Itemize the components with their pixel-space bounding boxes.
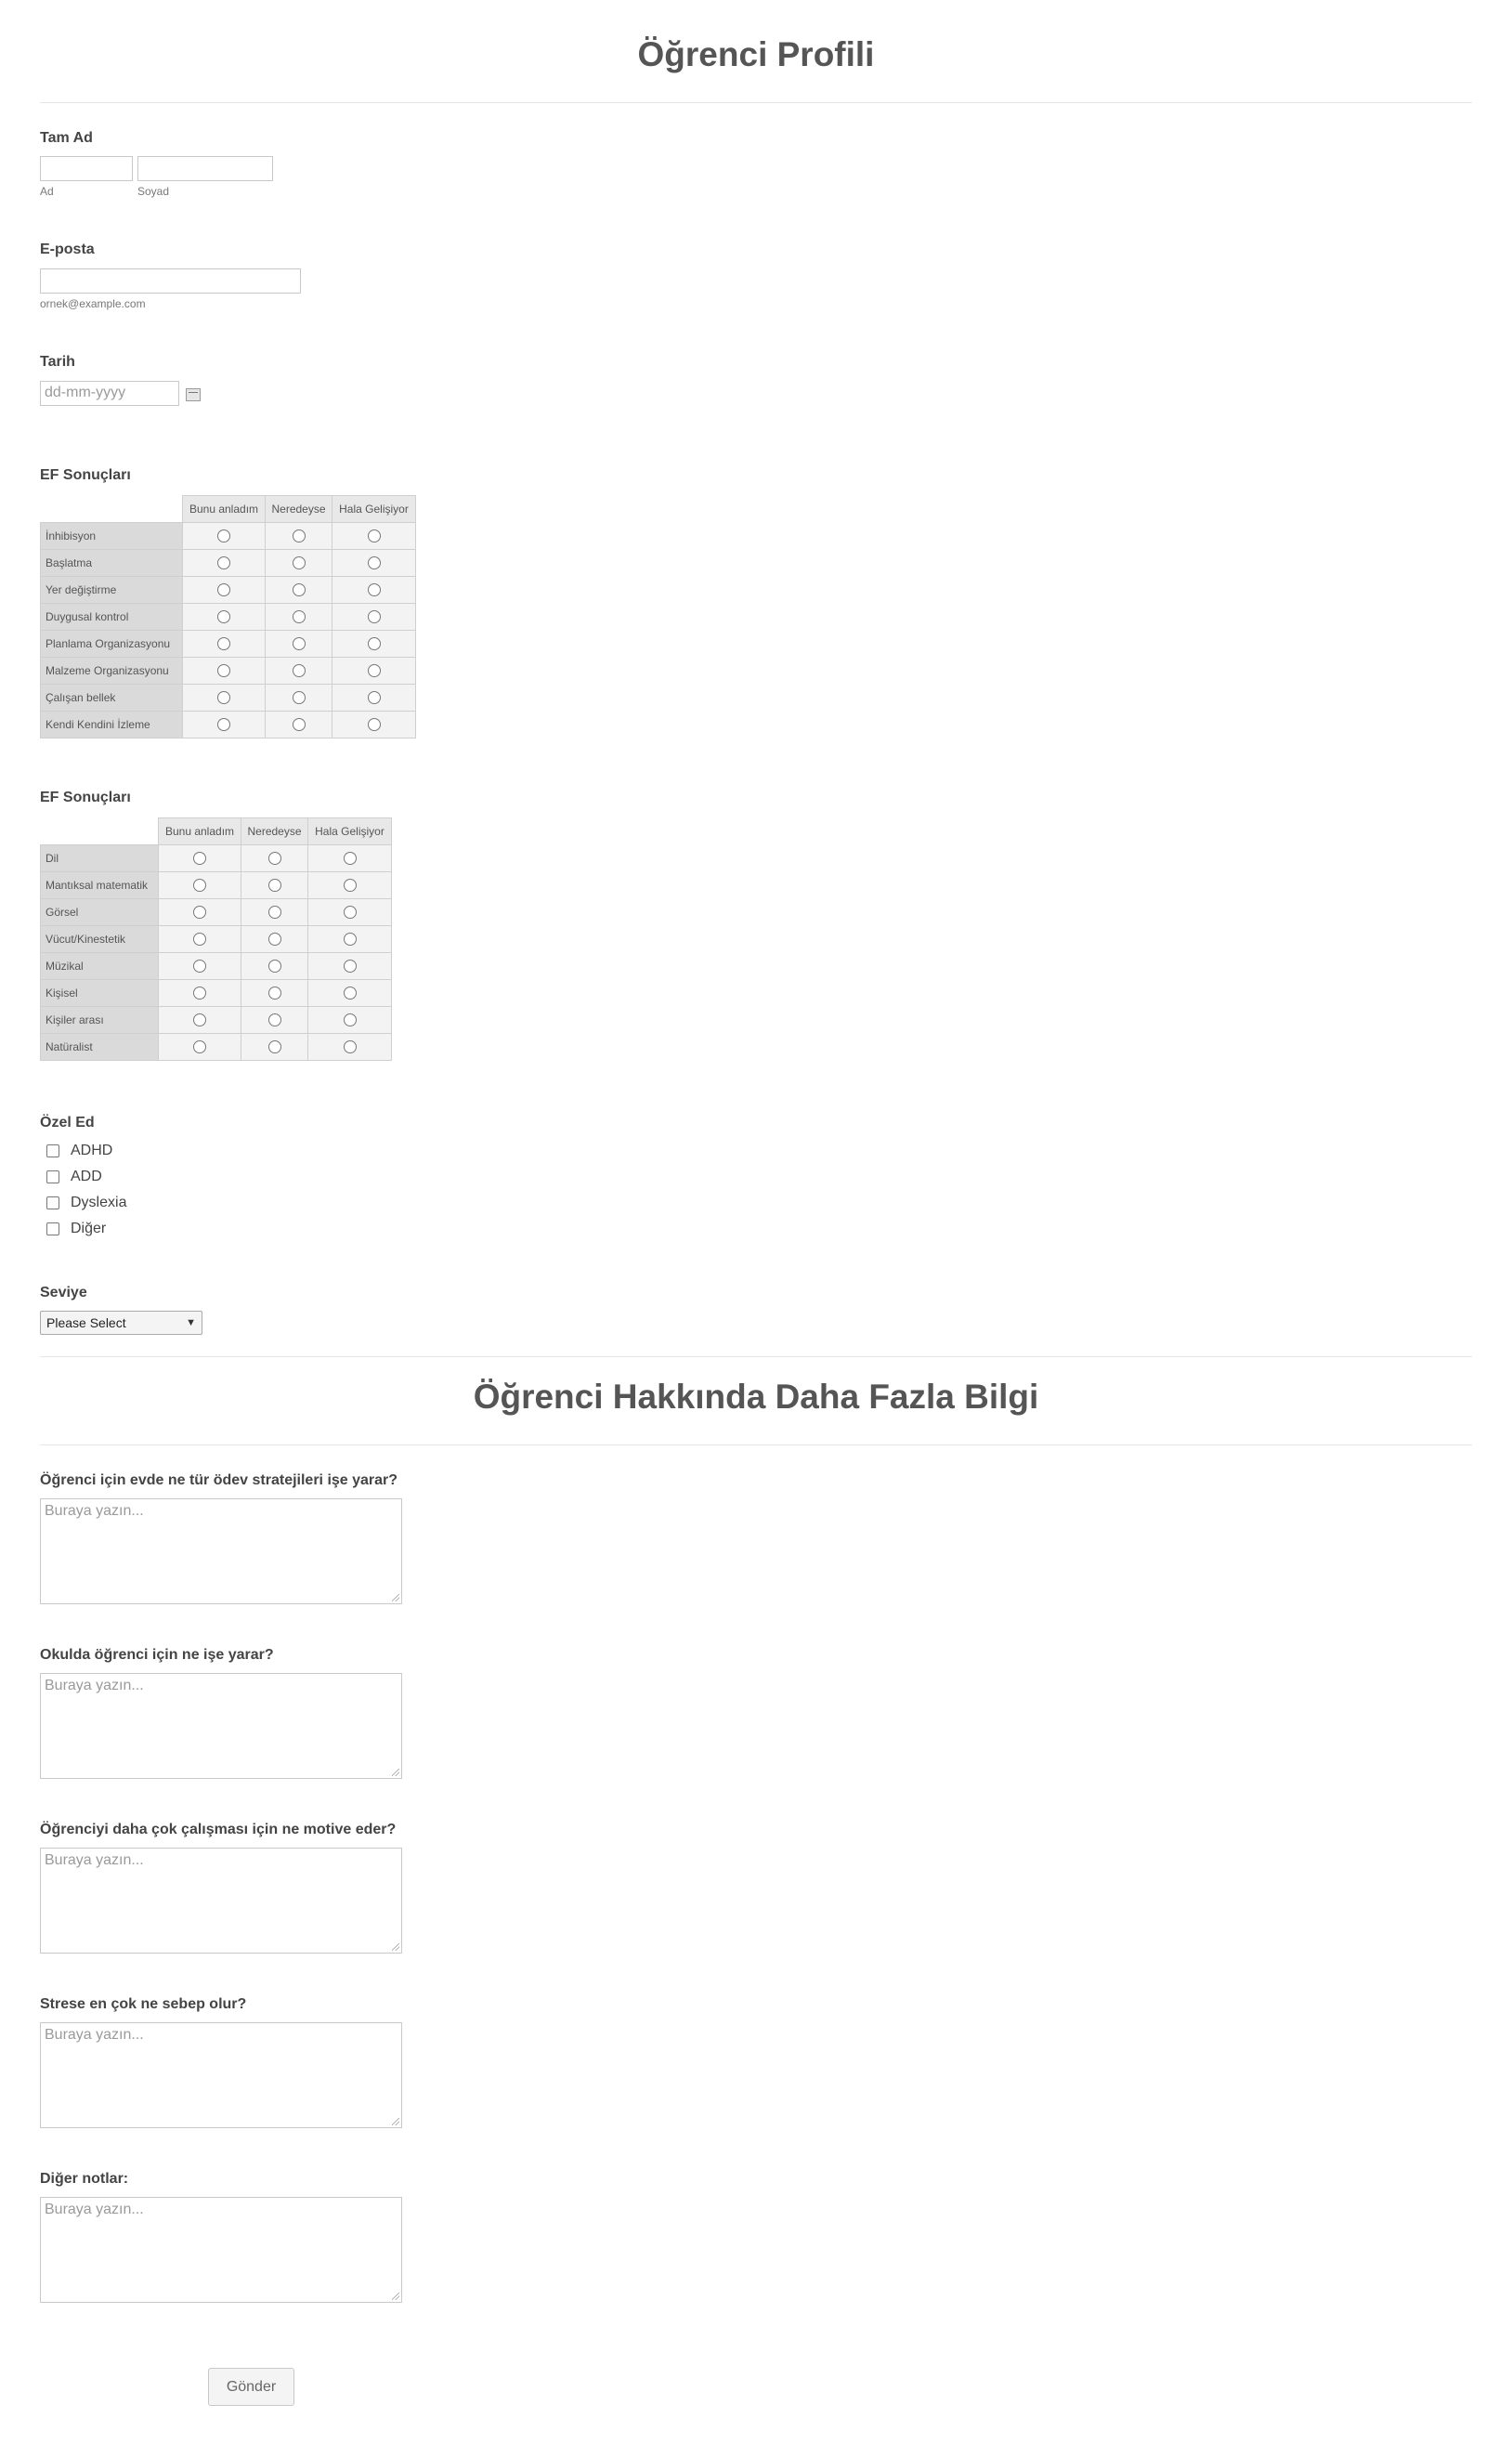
matrix1-row-label: Kendi Kendini İzleme <box>41 712 183 738</box>
chevron-down-icon: ▼ <box>186 1317 196 1328</box>
question-label: Öğrenci için evde ne tür ödev stratejileri işe yarar? <box>40 1472 398 1488</box>
matrix2-radio[interactable] <box>193 852 206 865</box>
question-label: Öğrenciyi daha çok çalışması için ne motive eder? <box>40 1822 397 1837</box>
matrix1-table <box>40 495 416 738</box>
matrix2-radio[interactable] <box>268 879 281 892</box>
email-sublabel: ornek@example.com <box>40 297 146 310</box>
matrix2-radio[interactable] <box>193 933 206 946</box>
checkbox-label: Diğer <box>71 1221 107 1236</box>
question-label: Okulda öğrenci için ne işe yarar? <box>40 1647 274 1663</box>
matrix2-row-label: Kişiler arası <box>41 1007 159 1034</box>
question-label: Strese en çok ne sebep olur? <box>40 1996 247 2012</box>
checkbox-option[interactable] <box>46 1218 106 1240</box>
matrix2-radio[interactable] <box>268 987 281 1000</box>
matrix2-radio[interactable] <box>193 1040 206 1053</box>
question-textarea[interactable] <box>40 1498 402 1604</box>
matrix1-radio[interactable] <box>217 583 230 596</box>
matrix1-radio[interactable] <box>293 610 306 623</box>
checkbox[interactable] <box>46 1196 59 1209</box>
checkbox[interactable] <box>46 1170 59 1183</box>
checkbox-label: ADD <box>71 1169 102 1184</box>
matrix2-radio[interactable] <box>344 1013 357 1026</box>
matrix1-col-2: Hala Gelişiyor <box>332 496 416 523</box>
matrix1-radio[interactable] <box>293 664 306 677</box>
matrix1-row-label: Planlama Organizasyonu <box>41 631 183 658</box>
checkbox[interactable] <box>46 1222 59 1235</box>
matrix1-radio[interactable] <box>368 610 381 623</box>
matrix1-radio[interactable] <box>293 637 306 650</box>
matrix2-radio[interactable] <box>193 1013 206 1026</box>
textarea-placeholder: Buraya yazın... <box>45 1678 144 1693</box>
matrix2-radio[interactable] <box>268 852 281 865</box>
matrix1-radio[interactable] <box>217 637 230 650</box>
checkbox-option[interactable] <box>46 1192 126 1214</box>
matrix1-col-0: Bunu anladım <box>183 496 266 523</box>
divider <box>40 1356 1472 1357</box>
matrix2-radio[interactable] <box>344 906 357 919</box>
email-label: E-posta <box>40 242 95 257</box>
matrix1-radio[interactable] <box>217 610 230 623</box>
question-textarea[interactable] <box>40 2022 402 2128</box>
divider <box>40 102 1472 103</box>
special-ed-label: Özel Ed <box>40 1115 95 1131</box>
matrix1-radio[interactable] <box>368 691 381 704</box>
divider <box>40 1444 1472 1445</box>
matrix2-radio[interactable] <box>344 960 357 973</box>
calendar-icon[interactable] <box>186 388 201 401</box>
date-input[interactable]: dd-mm-yyyy <box>40 381 179 406</box>
matrix2-radio[interactable] <box>344 852 357 865</box>
matrix2-row-label: Kişisel <box>41 980 159 1007</box>
matrix1-col-1: Neredeyse <box>266 496 332 523</box>
matrix1-radio[interactable] <box>217 691 230 704</box>
matrix1-row-label: Başlatma <box>41 550 183 577</box>
matrix2-table <box>40 817 392 1061</box>
matrix2-col-2: Hala Gelişiyor <box>308 818 392 845</box>
checkbox-label: Dyslexia <box>71 1195 127 1210</box>
matrix2-radio[interactable] <box>344 987 357 1000</box>
last-name-sublabel: Soyad <box>137 185 170 198</box>
matrix1-radio[interactable] <box>217 529 230 542</box>
matrix2-radio[interactable] <box>344 933 357 946</box>
textarea-placeholder: Buraya yazın... <box>45 2202 144 2217</box>
email-input[interactable] <box>40 268 301 294</box>
matrix2-radio[interactable] <box>193 960 206 973</box>
section-title: Öğrenci Hakkında Daha Fazla Bilgi <box>473 1378 1039 1416</box>
full-name-label: Tam Ad <box>40 130 93 146</box>
matrix2-radio[interactable] <box>193 987 206 1000</box>
matrix2-col-0: Bunu anladım <box>159 818 241 845</box>
matrix1-radio[interactable] <box>368 556 381 569</box>
matrix1-label: EF Sonuçları <box>40 467 131 483</box>
matrix2-radio[interactable] <box>268 1040 281 1053</box>
resize-handle-icon[interactable] <box>392 2293 399 2300</box>
matrix1-row-label: İnhibisyon <box>41 523 183 550</box>
submit-button[interactable]: Gönder <box>208 2368 294 2406</box>
matrix1-radio[interactable] <box>293 529 306 542</box>
matrix2-row-label: Dil <box>41 845 159 872</box>
matrix1-radio[interactable] <box>293 556 306 569</box>
matrix1-radio[interactable] <box>368 664 381 677</box>
matrix1-radio[interactable] <box>293 718 306 731</box>
matrix1-radio[interactable] <box>217 664 230 677</box>
matrix1-radio[interactable] <box>368 583 381 596</box>
matrix1-row-label: Yer değiştirme <box>41 577 183 604</box>
checkbox-option[interactable] <box>46 1140 112 1162</box>
textarea-placeholder: Buraya yazın... <box>45 2027 144 2043</box>
matrix2-radio[interactable] <box>193 879 206 892</box>
matrix1-radio[interactable] <box>293 691 306 704</box>
matrix1-radio[interactable] <box>368 529 381 542</box>
level-label: Seviye <box>40 1285 87 1300</box>
date-label: Tarih <box>40 354 75 370</box>
matrix2-row-label: Görsel <box>41 899 159 926</box>
page-title: Öğrenci Profili <box>637 35 875 73</box>
level-select[interactable] <box>40 1311 202 1335</box>
resize-handle-icon[interactable] <box>392 1594 399 1601</box>
last-name-input[interactable] <box>137 156 273 181</box>
checkbox-label: ADHD <box>71 1143 113 1158</box>
level-select-value: Please Select <box>46 1315 126 1330</box>
matrix2-row-label: Vücut/Kinestetik <box>41 926 159 953</box>
matrix1-radio[interactable] <box>217 556 230 569</box>
matrix2-radio[interactable] <box>193 906 206 919</box>
checkbox-option[interactable] <box>46 1166 102 1188</box>
matrix1-radio[interactable] <box>368 637 381 650</box>
matrix1-row-label: Malzeme Organizasyonu <box>41 658 183 685</box>
matrix2-radio[interactable] <box>268 960 281 973</box>
question-textarea[interactable] <box>40 2197 402 2303</box>
matrix1-radio[interactable] <box>217 718 230 731</box>
matrix2-radio[interactable] <box>268 1013 281 1026</box>
matrix2-radio[interactable] <box>344 1040 357 1053</box>
matrix2-radio[interactable] <box>344 879 357 892</box>
matrix2-row-label: Mantıksal matematik <box>41 872 159 899</box>
matrix2-row-label: Müzikal <box>41 953 159 980</box>
matrix2-radio[interactable] <box>268 906 281 919</box>
matrix1-radio[interactable] <box>368 718 381 731</box>
textarea-placeholder: Buraya yazın... <box>45 1503 144 1519</box>
first-name-sublabel: Ad <box>40 185 54 198</box>
resize-handle-icon[interactable] <box>392 1943 399 1951</box>
matrix1-row-label: Duygusal kontrol <box>41 604 183 631</box>
question-textarea[interactable] <box>40 1673 402 1779</box>
question-label: Diğer notlar: <box>40 2171 129 2187</box>
matrix2-radio[interactable] <box>268 933 281 946</box>
matrix2-row-label: Natüralist <box>41 1034 159 1061</box>
resize-handle-icon[interactable] <box>392 1769 399 1776</box>
textarea-placeholder: Buraya yazın... <box>45 1852 144 1868</box>
matrix1-radio[interactable] <box>293 583 306 596</box>
first-name-input[interactable] <box>40 156 133 181</box>
checkbox[interactable] <box>46 1144 59 1157</box>
matrix1-row-label: Çalışan bellek <box>41 685 183 712</box>
resize-handle-icon[interactable] <box>392 2118 399 2125</box>
matrix2-col-1: Neredeyse <box>241 818 308 845</box>
question-textarea[interactable] <box>40 1848 402 1954</box>
matrix2-label: EF Sonuçları <box>40 790 131 805</box>
